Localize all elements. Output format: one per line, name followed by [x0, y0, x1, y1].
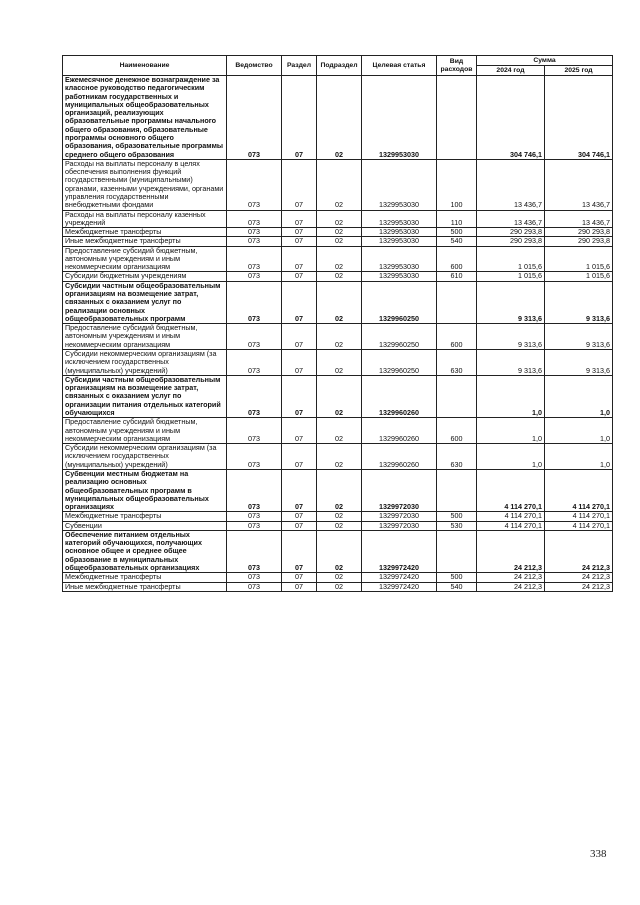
row-2025: 24 212,3: [545, 573, 613, 582]
row-podrazdel: 02: [317, 237, 362, 246]
row-2024: 9 313,6: [477, 324, 545, 350]
row-name: Иные межбюджетные трансферты: [63, 582, 227, 591]
row-2024: 1 015,6: [477, 246, 545, 272]
row-razdel: 07: [282, 246, 317, 272]
header-vid: Вид расходов: [437, 56, 477, 76]
row-vedomstvo: 073: [227, 272, 282, 281]
row-2024: 1,0: [477, 418, 545, 444]
row-podrazdel: 02: [317, 469, 362, 511]
row-name: Расходы на выплаты персоналу казенных учреждений: [63, 210, 227, 228]
row-podrazdel: 02: [317, 281, 362, 323]
table-row: [63, 375, 613, 417]
row-razdel: 07: [282, 444, 317, 470]
table-row: [63, 237, 613, 246]
row-vid: 530: [437, 521, 477, 530]
row-target: 1329953030: [362, 210, 437, 228]
row-vid: 500: [437, 573, 477, 582]
row-name: Субсидии частным общеобразовательным организациям на возмещение затрат, связанных с оказанием услуг по организации питания отдельных категорий обучающихся: [63, 375, 227, 417]
row-vedomstvo: 073: [227, 76, 282, 160]
row-vid: 500: [437, 228, 477, 237]
row-name: Предоставление субсидий бюджетным, автономным учреждениям и иным некоммерческим организациям: [63, 246, 227, 272]
table-row: [63, 281, 613, 323]
row-target: 1329972030: [362, 512, 437, 521]
table-row: [63, 573, 613, 582]
row-vid: 540: [437, 582, 477, 591]
row-2025: 1,0: [545, 444, 613, 470]
table-row: [63, 582, 613, 591]
row-target: 1329960250: [362, 324, 437, 350]
row-2024: 24 212,3: [477, 582, 545, 591]
row-name: Межбюджетные трансферты: [63, 573, 227, 582]
row-2024: 1,0: [477, 444, 545, 470]
row-razdel: 07: [282, 521, 317, 530]
row-podrazdel: 02: [317, 375, 362, 417]
row-podrazdel: 02: [317, 246, 362, 272]
row-name: Иные межбюджетные трансферты: [63, 237, 227, 246]
row-2025: 24 212,3: [545, 582, 613, 591]
row-podrazdel: 02: [317, 272, 362, 281]
row-vedomstvo: 073: [227, 469, 282, 511]
row-2024: 9 313,6: [477, 281, 545, 323]
table-row: [63, 530, 613, 572]
row-vid: [437, 76, 477, 160]
table-row: [63, 210, 613, 228]
table-row: [63, 350, 613, 376]
row-target: 1329960250: [362, 350, 437, 376]
row-razdel: 07: [282, 375, 317, 417]
row-2024: 13 436,7: [477, 210, 545, 228]
header-razdel: Раздел: [282, 56, 317, 76]
row-2025: 4 114 270,1: [545, 521, 613, 530]
row-razdel: 07: [282, 469, 317, 511]
row-target: 1329953030: [362, 237, 437, 246]
header-podrazdel: Подраздел: [317, 56, 362, 76]
row-2024: 4 114 270,1: [477, 469, 545, 511]
row-razdel: 07: [282, 76, 317, 160]
row-vid: 630: [437, 444, 477, 470]
row-2024: 1,0: [477, 375, 545, 417]
table-header: [63, 56, 613, 76]
row-vedomstvo: 073: [227, 444, 282, 470]
row-podrazdel: 02: [317, 350, 362, 376]
row-target: 1329953030: [362, 159, 437, 210]
row-podrazdel: 02: [317, 582, 362, 591]
row-vedomstvo: 073: [227, 281, 282, 323]
header-target: Целевая статья: [362, 56, 437, 76]
row-2025: 1,0: [545, 418, 613, 444]
row-target: 1329960260: [362, 444, 437, 470]
row-target: 1329972420: [362, 582, 437, 591]
table-row: [63, 469, 613, 511]
row-2024: 4 114 270,1: [477, 512, 545, 521]
budget-table: [62, 55, 613, 592]
row-name: Межбюджетные трансферты: [63, 512, 227, 521]
row-podrazdel: 02: [317, 573, 362, 582]
table-row: [63, 444, 613, 470]
table-row: [63, 228, 613, 237]
header-2024: 2024 год: [477, 66, 545, 76]
row-podrazdel: 02: [317, 530, 362, 572]
row-podrazdel: 02: [317, 228, 362, 237]
row-razdel: 07: [282, 418, 317, 444]
row-vid: [437, 530, 477, 572]
row-vid: [437, 281, 477, 323]
row-vedomstvo: 073: [227, 228, 282, 237]
row-podrazdel: 02: [317, 76, 362, 160]
row-name: Ежемесячное денежное вознаграждение за классное руководство педагогическим работникам государственных и муниципальных общеобразовательных организаций, реализующих образовательные программы начального общего образования, образовательные программы основного общего образования, образовательные программы среднего общего образования: [63, 76, 227, 160]
header-sum: Сумма: [477, 56, 613, 66]
row-podrazdel: 02: [317, 159, 362, 210]
row-2024: 290 293,8: [477, 228, 545, 237]
row-podrazdel: 02: [317, 324, 362, 350]
row-name: Межбюджетные трансферты: [63, 228, 227, 237]
row-target: 1329972030: [362, 469, 437, 511]
row-vedomstvo: 073: [227, 324, 282, 350]
row-2025: 9 313,6: [545, 324, 613, 350]
row-razdel: 07: [282, 159, 317, 210]
row-2025: 4 114 270,1: [545, 512, 613, 521]
row-vedomstvo: 073: [227, 582, 282, 591]
row-podrazdel: 02: [317, 210, 362, 228]
table-row: [63, 159, 613, 210]
table-row: [63, 512, 613, 521]
row-target: 1329953030: [362, 228, 437, 237]
row-name: Субвенции: [63, 521, 227, 530]
row-2024: 9 313,6: [477, 350, 545, 376]
row-vid: 610: [437, 272, 477, 281]
row-podrazdel: 02: [317, 521, 362, 530]
row-razdel: 07: [282, 237, 317, 246]
row-target: 1329953030: [362, 272, 437, 281]
row-vedomstvo: 073: [227, 521, 282, 530]
row-2024: 304 746,1: [477, 76, 545, 160]
row-2024: 290 293,8: [477, 237, 545, 246]
row-vedomstvo: 073: [227, 418, 282, 444]
row-razdel: 07: [282, 228, 317, 237]
row-target: 1329960260: [362, 418, 437, 444]
row-vedomstvo: 073: [227, 530, 282, 572]
row-vedomstvo: 073: [227, 246, 282, 272]
row-razdel: 07: [282, 512, 317, 521]
row-2025: 9 313,6: [545, 350, 613, 376]
row-2025: 9 313,6: [545, 281, 613, 323]
row-name: Предоставление субсидий бюджетным, автономным учреждениям и иным некоммерческим организациям: [63, 418, 227, 444]
row-2025: 24 212,3: [545, 530, 613, 572]
row-vid: 630: [437, 350, 477, 376]
row-vedomstvo: 073: [227, 375, 282, 417]
row-vedomstvo: 073: [227, 512, 282, 521]
row-target: 1329972420: [362, 573, 437, 582]
row-name: Расходы на выплаты персоналу в целях обеспечения выполнения функций государственными (муниципальными) органами, казенными учреждениями, органами управления государственными внебюджетными фондами: [63, 159, 227, 210]
table-row: [63, 272, 613, 281]
row-2024: 13 436,7: [477, 159, 545, 210]
row-razdel: 07: [282, 530, 317, 572]
row-name: Предоставление субсидий бюджетным, автономным учреждениям и иным некоммерческим организациям: [63, 324, 227, 350]
row-2024: 4 114 270,1: [477, 521, 545, 530]
row-vid: 110: [437, 210, 477, 228]
row-razdel: 07: [282, 582, 317, 591]
row-name: Субсидии некоммерческим организациям (за исключением государственных (муниципальных) учреждений): [63, 350, 227, 376]
row-vid: 540: [437, 237, 477, 246]
row-2025: 1,0: [545, 375, 613, 417]
row-target: 1329953030: [362, 246, 437, 272]
header-vedomstvo: Ведомство: [227, 56, 282, 76]
row-vedomstvo: 073: [227, 350, 282, 376]
row-target: 1329960260: [362, 375, 437, 417]
row-vid: 600: [437, 246, 477, 272]
row-name: Субсидии некоммерческим организациям (за исключением государственных (муниципальных) учреждений): [63, 444, 227, 470]
row-target: 1329972420: [362, 530, 437, 572]
row-podrazdel: 02: [317, 418, 362, 444]
row-2025: 290 293,8: [545, 228, 613, 237]
row-2025: 4 114 270,1: [545, 469, 613, 511]
row-vid: [437, 375, 477, 417]
row-2025: 1 015,6: [545, 272, 613, 281]
row-vid: 100: [437, 159, 477, 210]
row-vedomstvo: 073: [227, 159, 282, 210]
row-2024: 24 212,3: [477, 573, 545, 582]
row-target: 1329953030: [362, 76, 437, 160]
row-vid: 500: [437, 512, 477, 521]
row-razdel: 07: [282, 573, 317, 582]
row-2025: 290 293,8: [545, 237, 613, 246]
row-podrazdel: 02: [317, 444, 362, 470]
row-name: Обеспечение питанием отдельных категорий обучающихся, получающих основное общее и среднее общее образование в муниципальных общеобразовательных организациях: [63, 530, 227, 572]
row-2025: 13 436,7: [545, 159, 613, 210]
row-razdel: 07: [282, 324, 317, 350]
row-razdel: 07: [282, 210, 317, 228]
row-vedomstvo: 073: [227, 237, 282, 246]
row-razdel: 07: [282, 272, 317, 281]
row-name: Субвенции местным бюджетам на реализацию основных общеобразовательных программ в муниципальных общеобразовательных организациях: [63, 469, 227, 511]
row-2024: 24 212,3: [477, 530, 545, 572]
row-razdel: 07: [282, 281, 317, 323]
row-vid: [437, 469, 477, 511]
row-razdel: 07: [282, 350, 317, 376]
table-body: [63, 76, 613, 592]
row-target: 1329972030: [362, 521, 437, 530]
row-2025: 1 015,6: [545, 246, 613, 272]
header-2025: 2025 год: [545, 66, 613, 76]
table-row: [63, 324, 613, 350]
table-row: [63, 521, 613, 530]
row-2025: 304 746,1: [545, 76, 613, 160]
row-name: Субсидии бюджетным учреждениям: [63, 272, 227, 281]
table-row: [63, 246, 613, 272]
page-number: 338: [590, 848, 607, 860]
row-vedomstvo: 073: [227, 210, 282, 228]
table-row: [63, 76, 613, 160]
row-podrazdel: 02: [317, 512, 362, 521]
row-2024: 1 015,6: [477, 272, 545, 281]
row-target: 1329960250: [362, 281, 437, 323]
row-2025: 13 436,7: [545, 210, 613, 228]
row-vid: 600: [437, 418, 477, 444]
row-vedomstvo: 073: [227, 573, 282, 582]
table-row: [63, 418, 613, 444]
row-vid: 600: [437, 324, 477, 350]
header-name: Наименование: [63, 56, 227, 76]
row-name: Субсидии частным общеобразовательным организациям на возмещение затрат, связанных с оказанием услуг по реализации основных общеобразовательных программ: [63, 281, 227, 323]
